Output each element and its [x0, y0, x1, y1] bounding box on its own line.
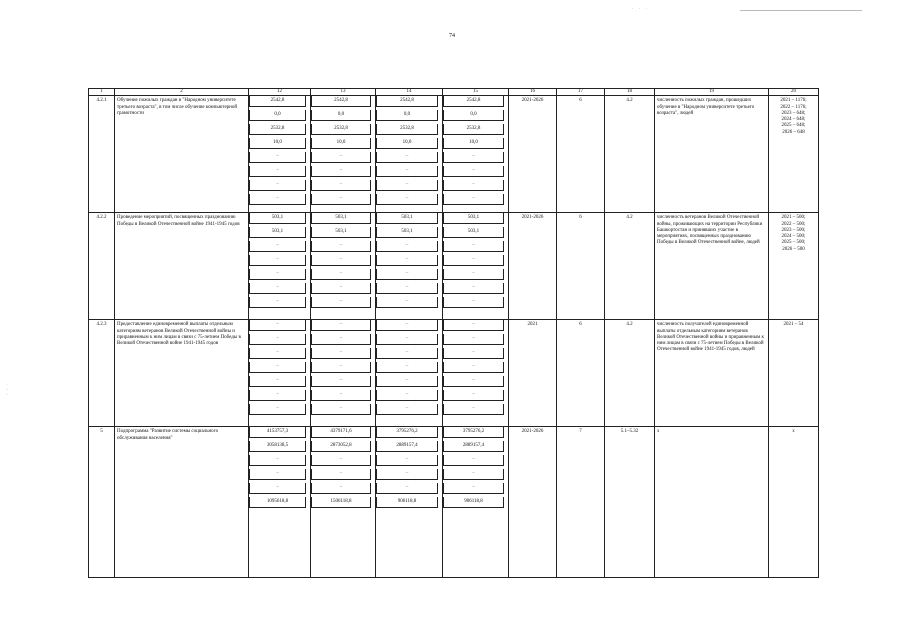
- item-name: Подпрограмма "Развитие системы социального обслуживания населения": [115, 427, 249, 578]
- funding-value: 503,1: [249, 227, 306, 238]
- funding-value: –: [443, 180, 504, 191]
- funding-value: –: [443, 376, 504, 387]
- funding-value: 2542,8: [249, 96, 306, 107]
- target-line: 2023 – 648;: [781, 110, 806, 116]
- funding-column: [376, 213, 443, 320]
- column-18: 4.2: [605, 320, 655, 427]
- funding-value: 2532,8: [311, 124, 371, 135]
- target-line: 2021 – 1176;: [780, 98, 807, 104]
- funding-value: –: [443, 269, 504, 280]
- funding-value: –: [443, 483, 504, 494]
- funding-value: –: [311, 362, 371, 373]
- funding-value: 1506118,8: [311, 497, 371, 508]
- funding-value: 503,1: [311, 213, 371, 224]
- funding-column: [311, 213, 376, 320]
- funding-value: –: [249, 269, 306, 280]
- funding-value: –: [311, 320, 371, 331]
- column-18: 4.2: [605, 96, 655, 213]
- scan-line: [740, 10, 862, 11]
- funding-value: 0,0: [249, 110, 306, 121]
- funding-value: –: [376, 320, 438, 331]
- funding-stack: [443, 96, 508, 208]
- funding-value: 3795276,2: [443, 427, 504, 438]
- table-row: [89, 96, 819, 213]
- funding-value: –: [249, 166, 306, 177]
- target-values: [769, 320, 819, 427]
- funding-value: –: [311, 334, 371, 345]
- target-line: 2024 – 648;: [781, 117, 806, 122]
- funding-value: –: [443, 152, 504, 163]
- funding-value: –: [311, 390, 371, 401]
- funding-value: –: [376, 362, 438, 373]
- funding-column: [311, 427, 376, 578]
- header-cell: 1: [89, 89, 115, 96]
- target-line: 2025 – 500;: [781, 240, 806, 246]
- item-name: Предоставление единовременной выплаты отдельным категориям ветеранов Великой Отечественной войны и приравненным к ним лицам в связи с 75-летием Победы в Великой Отечественной войне 1941-1945 годов: [115, 320, 249, 427]
- funding-column: [249, 96, 311, 213]
- funding-value: 10,0: [443, 138, 504, 149]
- funding-value: –: [376, 404, 438, 415]
- funding-value: 2532,8: [443, 124, 504, 135]
- funding-value: 2532,8: [249, 124, 306, 135]
- funding-value: –: [311, 180, 371, 191]
- funding-stack: [443, 213, 508, 311]
- page-number: 74: [449, 33, 455, 39]
- funding-column: [249, 427, 311, 578]
- funding-column: [311, 96, 376, 213]
- column-17: 6: [557, 96, 605, 213]
- target-values: [769, 213, 819, 320]
- header-cell: 19: [655, 89, 769, 96]
- indicator-text: численность пожилых граждан, прошедших обучение в "Народном университете третьего возраста", людей: [655, 96, 769, 213]
- funding-value: 4379171,6: [311, 427, 371, 438]
- funding-value: 1095618,8: [249, 497, 306, 508]
- header-cell: 18: [605, 89, 655, 96]
- column-17: 6: [557, 213, 605, 320]
- funding-column: [443, 213, 509, 320]
- funding-column: [249, 213, 311, 320]
- funding-value: 2542,8: [376, 96, 438, 107]
- funding-value: 906118,8: [443, 497, 504, 508]
- funding-value: –: [376, 376, 438, 387]
- funding-value: –: [249, 180, 306, 191]
- column-18: 4.2: [605, 213, 655, 320]
- header-cell: 17: [557, 89, 605, 96]
- header-cell: 16: [509, 89, 557, 96]
- funding-value: –: [376, 194, 438, 205]
- funding-value: –: [443, 194, 504, 205]
- header-cell: 15: [443, 89, 509, 96]
- funding-column: [311, 320, 376, 427]
- column-17: 7: [557, 427, 605, 578]
- funding-stack: [249, 427, 310, 511]
- funding-value: –: [311, 297, 371, 308]
- item-name: Проведение мероприятий, посвященных празднованию Победы в Великой Отечественной войне 1941-1945 годов: [115, 213, 249, 320]
- target-line: 2021 – 54: [783, 322, 804, 328]
- funding-value: 10,0: [376, 138, 438, 149]
- funding-value: 3795276,2: [376, 427, 438, 438]
- funding-value: 10,0: [249, 138, 306, 149]
- funding-value: –: [249, 152, 306, 163]
- funding-value: –: [376, 152, 438, 163]
- funding-value: –: [376, 283, 438, 294]
- funding-value: –: [376, 390, 438, 401]
- funding-value: 2873052,8: [311, 441, 371, 452]
- funding-value: –: [376, 269, 438, 280]
- funding-value: –: [443, 348, 504, 359]
- funding-value: –: [443, 362, 504, 373]
- item-number: 4.2.3: [89, 320, 115, 427]
- funding-value: –: [443, 455, 504, 466]
- funding-value: –: [311, 404, 371, 415]
- funding-value: –: [249, 348, 306, 359]
- funding-value: 0,0: [443, 110, 504, 121]
- period: 2021: [509, 320, 557, 427]
- funding-value: –: [443, 320, 504, 331]
- funding-column: [376, 96, 443, 213]
- target-values: [769, 427, 819, 578]
- item-number: 4.2.1: [89, 96, 115, 213]
- item-number: 5: [89, 427, 115, 578]
- funding-value: –: [376, 255, 438, 266]
- funding-value: –: [249, 362, 306, 373]
- funding-value: –: [443, 283, 504, 294]
- target-line: 2021 – 500;: [781, 215, 806, 221]
- funding-stack: [376, 213, 442, 311]
- funding-value: –: [376, 455, 438, 466]
- funding-value: –: [249, 241, 306, 252]
- table-row: [89, 427, 819, 578]
- funding-column: [376, 427, 443, 578]
- header-cell: 20: [769, 89, 819, 96]
- indicator-text: численность ветеранов Великой Отечественной войны, проживающих на территории Республики Башкортостан и принявших участие в мероприятиях, посвященных празднованию Победы в Великой Отечественной войне, людей: [655, 213, 769, 320]
- funding-value: 2542,8: [311, 96, 371, 107]
- funding-value: –: [311, 255, 371, 266]
- funding-value: –: [376, 166, 438, 177]
- period: 2021-2026: [509, 427, 557, 578]
- funding-value: 0,0: [376, 110, 438, 121]
- funding-value: –: [376, 297, 438, 308]
- funding-value: –: [311, 483, 371, 494]
- funding-value: –: [249, 283, 306, 294]
- funding-value: –: [249, 376, 306, 387]
- funding-stack: [249, 320, 310, 418]
- item-name: Обучение пожилых граждан в "Народном университете третьего возраста", в том числе обучение компьютерной грамотности: [115, 96, 249, 213]
- funding-value: 2889157,4: [376, 441, 438, 452]
- funding-value: –: [249, 390, 306, 401]
- target-line: 2025 – 648;: [781, 123, 806, 129]
- target-line: 2026 – 500: [782, 246, 805, 252]
- funding-column: [443, 427, 509, 578]
- funding-stack: [311, 213, 375, 311]
- funding-stack: [311, 96, 375, 208]
- funding-stack: [311, 320, 375, 418]
- funding-stack: [249, 213, 310, 311]
- target-line: 2022 – 1176;: [780, 104, 807, 110]
- funding-value: 503,1: [311, 227, 371, 238]
- funding-value: –: [311, 469, 371, 480]
- funding-column: [376, 320, 443, 427]
- funding-value: –: [249, 455, 306, 466]
- funding-value: –: [249, 469, 306, 480]
- target-line: 2022 – 500;: [781, 221, 806, 227]
- funding-value: –: [311, 194, 371, 205]
- scan-artifact: · · ·: [632, 7, 650, 12]
- funding-value: –: [311, 376, 371, 387]
- header-cell: 13: [311, 89, 376, 96]
- funding-value: 3058138,5: [249, 441, 306, 452]
- funding-value: 503,1: [249, 213, 306, 224]
- funding-value: 503,1: [443, 227, 504, 238]
- funding-value: 2889157,4: [443, 441, 504, 452]
- funding-value: –: [443, 241, 504, 252]
- column-17: 6: [557, 320, 605, 427]
- funding-value: 906118,8: [376, 497, 438, 508]
- funding-value: 10,0: [311, 138, 371, 149]
- funding-value: –: [376, 180, 438, 191]
- funding-stack: [376, 320, 442, 418]
- header-row: [89, 89, 819, 96]
- item-number: 4.2.2: [89, 213, 115, 320]
- funding-value: –: [311, 166, 371, 177]
- funding-value: –: [443, 334, 504, 345]
- funding-value: 0,0: [311, 110, 371, 121]
- period: 2021-2026: [509, 213, 557, 320]
- table-row: [89, 213, 819, 320]
- funding-value: –: [311, 241, 371, 252]
- funding-value: –: [376, 348, 438, 359]
- funding-value: –: [249, 194, 306, 205]
- funding-value: –: [311, 269, 371, 280]
- funding-column: [443, 96, 509, 213]
- funding-value: –: [376, 483, 438, 494]
- funding-stack: [443, 320, 508, 418]
- funding-value: –: [443, 469, 504, 480]
- funding-stack: [376, 96, 442, 208]
- funding-value: 503,1: [443, 213, 504, 224]
- funding-value: –: [311, 283, 371, 294]
- funding-value: 503,1: [376, 227, 438, 238]
- funding-stack: [376, 427, 442, 511]
- funding-value: –: [443, 390, 504, 401]
- funding-value: –: [376, 241, 438, 252]
- funding-value: –: [376, 469, 438, 480]
- funding-value: 503,1: [376, 213, 438, 224]
- funding-value: 4153757,3: [249, 427, 306, 438]
- indicator-text: x: [655, 427, 769, 578]
- header-cell: 14: [376, 89, 443, 96]
- funding-stack: [443, 427, 508, 511]
- funding-value: –: [249, 255, 306, 266]
- funding-value: 2542,8: [443, 96, 504, 107]
- funding-value: –: [443, 297, 504, 308]
- funding-stack: [311, 427, 375, 511]
- program-table: [88, 88, 819, 578]
- target-line: 2026 – 648: [782, 129, 805, 135]
- target-values: [769, 96, 819, 213]
- funding-value: –: [311, 455, 371, 466]
- period: 2021-2026: [509, 96, 557, 213]
- funding-value: –: [249, 320, 306, 331]
- scan-artifact-left: · · ·: [6, 382, 8, 398]
- funding-value: 2532,8: [376, 124, 438, 135]
- funding-value: –: [249, 297, 306, 308]
- target-line: 2024 – 500;: [781, 234, 806, 239]
- funding-value: –: [249, 404, 306, 415]
- header-cell: 12: [249, 89, 311, 96]
- target-line: 2023 – 500;: [781, 227, 806, 233]
- funding-value: –: [311, 348, 371, 359]
- target-line: x: [792, 429, 795, 435]
- funding-value: –: [311, 152, 371, 163]
- funding-value: –: [443, 404, 504, 415]
- funding-value: –: [443, 255, 504, 266]
- funding-value: –: [249, 334, 306, 345]
- funding-value: –: [249, 483, 306, 494]
- column-18: 5.1–5.32: [605, 427, 655, 578]
- funding-column: [443, 320, 509, 427]
- funding-value: –: [443, 166, 504, 177]
- header-cell: 2: [115, 89, 249, 96]
- table-row: [89, 320, 819, 427]
- funding-stack: [249, 96, 310, 208]
- funding-value: –: [376, 334, 438, 345]
- indicator-text: численность получателей единовременной выплаты отдельным категориям ветеранов Великой Отечественной войны и приравненным к ним лицам в связи с 75-летием Победы в Великой Отечественной войне 1941-1945 годов, людей: [655, 320, 769, 427]
- funding-column: [249, 320, 311, 427]
